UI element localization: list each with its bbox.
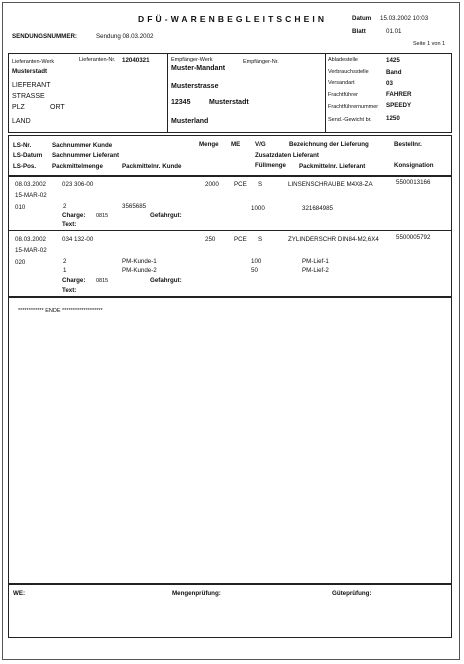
lieferanten-nr-label: Lieferanten-Nr. [79, 57, 116, 63]
col-ls-pos: LS-Pos. [13, 163, 37, 170]
pos2-fuellmenge-2: 50 [251, 267, 258, 274]
col-zusatzdaten: Zusatzdaten Lieferant [255, 152, 319, 159]
datum-label: Datum [352, 15, 372, 22]
pos2-sachnr: 034 132-00 [62, 236, 94, 243]
pos1-ls-pos: 010 [15, 204, 26, 211]
lieferant-plz: PLZ [12, 104, 25, 111]
pos1-text-label: Text: [62, 221, 77, 228]
versand-value-3: FAHRER [386, 91, 412, 98]
datum-value: 15.03.2002 10:03 [380, 15, 429, 22]
versand-label-2: Versandart [328, 80, 355, 86]
lieferant-name: LIEFERANT [12, 82, 51, 89]
pos2-ls-pos: 020 [15, 259, 26, 266]
pos2-vg: S [258, 236, 263, 243]
pos1-bezeichnung: LINSENSCHRAUBE M4X8-ZA [288, 181, 373, 188]
empfaenger-werk-label: Empfänger-Werk [171, 57, 213, 63]
versand-label-5: Send.-Gewicht br. [328, 117, 372, 123]
versand-value-2: 03 [386, 80, 393, 87]
sendungsnummer-value: Sendung 08.03.2002 [96, 33, 154, 40]
pos2-pack-menge-1: 2 [63, 258, 67, 265]
pos2-ls-nr: 08.03.2002 [15, 236, 46, 243]
pos1-menge: 2000 [205, 181, 219, 188]
lieferanten-nr-value: 12040321 [122, 57, 150, 64]
mengenpruefung-label: Mengenprüfung: [172, 590, 221, 597]
versand-label-4: Frachtführernummer [328, 104, 379, 110]
pos1-pack-kunde: 3565685 [122, 203, 147, 210]
col-me: ME [231, 141, 241, 148]
pos2-pack-kunde-1: PM-Kunde-1 [122, 258, 157, 265]
pos1-gefahrgut-label: Gefahrgut: [150, 212, 182, 219]
end-block [8, 297, 452, 584]
pos1-charge-label: Charge: [62, 212, 86, 219]
col-konsignation: Konsignation [394, 162, 434, 169]
pos1-ls-datum: 15-MAR-02 [15, 192, 47, 199]
guetepruefung-label: Güteprüfung: [332, 590, 372, 597]
footer-block [8, 584, 452, 638]
blatt-value: 01.01 [386, 28, 402, 35]
blatt-label: Blatt [352, 28, 366, 35]
lieferant-land: LAND [12, 118, 31, 125]
pos2-bestellnr: 5500005792 [396, 234, 431, 241]
pos1-charge-value: 0815 [96, 213, 109, 219]
pos2-gefahrgut-label: Gefahrgut: [150, 277, 182, 284]
col-packmittelnr-lief: Packmittelnr. Lieferant [299, 163, 366, 170]
pos2-text-label: Text: [62, 287, 77, 294]
empfaenger-nr-label: Empfänger-Nr. [243, 59, 279, 65]
col-vg: V/G [255, 141, 266, 148]
col-packmittelmenge: Packmittelmenge [52, 163, 103, 170]
pos1-pack-lief: 321684985 [302, 205, 333, 212]
versand-label-3: Frachtführer [328, 92, 358, 98]
col-sachnr-kunde: Sachnummer Kunde [52, 142, 113, 149]
pos2-ls-datum: 15-MAR-02 [15, 247, 47, 254]
lieferant-ort: ORT [50, 104, 65, 111]
versand-value-4: SPEEDY [386, 102, 412, 109]
col-ls-nr: LS-Nr. [13, 142, 32, 149]
pos1-bestellnr: 5500013166 [396, 179, 431, 186]
versand-label-0: Abladestelle [328, 57, 358, 63]
pos2-pack-lief-1: PM-Lief-1 [302, 258, 329, 265]
pos2-charge-value: 0815 [96, 278, 109, 284]
versand-value-0: 1425 [386, 57, 400, 64]
versand-value-1: Band [386, 69, 402, 76]
sendungsnummer-label: SENDUNGSNUMMER: [12, 33, 77, 40]
col-fuellmenge: Füllmenge [255, 162, 286, 169]
pos2-pack-kunde-2: PM-Kunde-2 [122, 267, 157, 274]
col-menge: Menge [199, 141, 219, 148]
pos2-menge: 250 [205, 236, 216, 243]
empfaenger-ort: Musterstadt [209, 99, 249, 106]
col-bestellnr: Bestellnr. [394, 141, 422, 148]
pos2-bezeichnung: ZYLINDERSCHR DIN84-M2,6X4 [288, 236, 379, 243]
page-count: Seite 1 von 1 [413, 41, 446, 47]
versand-value-5: 1250 [386, 115, 400, 122]
col-bezeichnung: Bezeichnung der Lieferung [289, 141, 369, 148]
col-packmittelnr-kunde: Packmittelnr. Kunde [122, 163, 182, 170]
pos2-pack-menge-2: 1 [63, 267, 67, 274]
empfaenger-plz: 12345 [171, 99, 191, 106]
end-marker: ************ ENDE ******************* [18, 308, 103, 314]
we-label: WE: [13, 590, 26, 597]
empfaenger-name: Muster-Mandant [171, 65, 226, 72]
lieferant-strasse: STRASSE [12, 93, 45, 100]
col-ls-datum: LS-Datum [13, 152, 43, 159]
pos2-me: PCE [234, 236, 247, 243]
pos1-me: PCE [234, 181, 247, 188]
empfaenger-strasse: Musterstrasse [171, 83, 219, 90]
col-sachnr-lief: Sachnummer Lieferant [52, 152, 120, 159]
pos1-ls-nr: 08.03.2002 [15, 181, 46, 188]
pos2-pack-lief-2: PM-Lief-2 [302, 267, 329, 274]
pos2-charge-label: Charge: [62, 277, 86, 284]
empfaenger-land: Musterland [171, 118, 209, 125]
lieferanten-werk-value: Musterstadt [12, 68, 48, 75]
pos1-vg: S [258, 181, 263, 188]
pos1-fuellmenge: 1000 [251, 205, 265, 212]
document-title: DFÜ-WARENBEGLEITSCHEIN [138, 14, 328, 24]
pos2-fuellmenge-1: 100 [251, 258, 262, 265]
versand-label-1: Verbrauchsstelle [328, 69, 369, 75]
lieferanten-werk-label: Lieferanten-Werk [12, 59, 55, 65]
pos1-sachnr: 023 306-00 [62, 181, 94, 188]
pos1-pack-menge: 2 [63, 203, 67, 210]
